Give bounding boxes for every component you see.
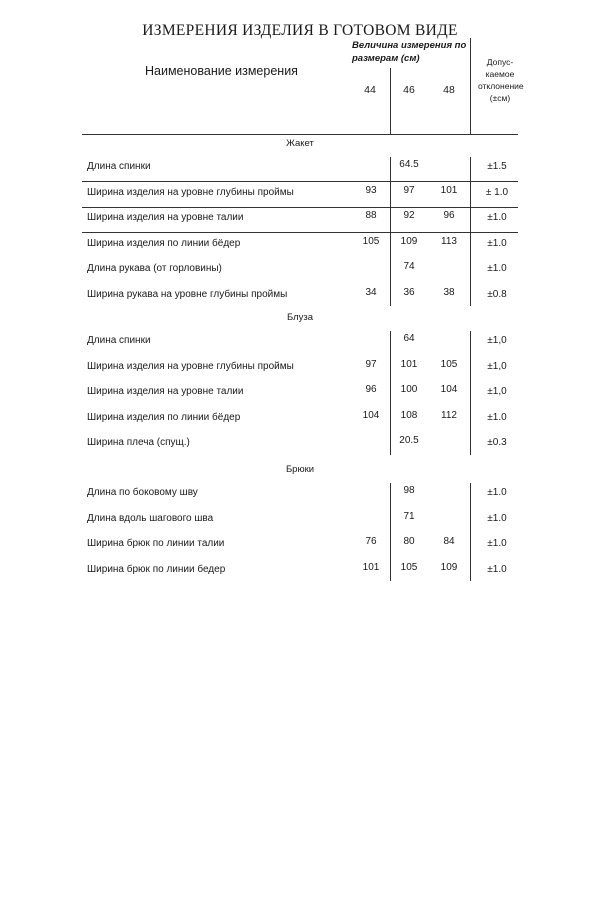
measurement-label: Длина спинки (87, 335, 151, 346)
tolerance-value: ±1.5 (487, 161, 507, 172)
measurement-label: Ширина изделия по линии бёдер (87, 411, 241, 423)
size-header-48: 48 (443, 84, 455, 96)
header-bottom-rule (82, 134, 518, 135)
value-size-46: 109 (400, 235, 418, 247)
value-size-48: 105 (440, 358, 458, 370)
section-divider-tolerance (470, 331, 471, 455)
measurement-label: Длина рукава (от горловины) (87, 263, 222, 274)
value-size-48: 96 (443, 210, 455, 221)
merged-value: 71 (403, 510, 415, 522)
value-size-46: 108 (400, 409, 418, 421)
value-size-46: 101 (400, 358, 418, 370)
tolerance-value: ±1,0 (487, 386, 507, 397)
value-size-46: 97 (403, 184, 415, 196)
header-divider-tolerance (470, 38, 471, 134)
section-divider-values (390, 483, 391, 581)
value-size-46: 92 (403, 210, 415, 221)
value-size-48: 101 (440, 184, 458, 196)
tolerance-value: ± 1.0 (485, 186, 509, 198)
value-group-line-1: Величина измерения по (352, 40, 467, 51)
value-size-44: 96 (365, 384, 377, 395)
measurement-label: Длина спинки (87, 161, 151, 172)
measurement-label: Ширина изделия на уровне талии (87, 212, 244, 223)
header-divider-sizes (390, 68, 391, 134)
value-size-44: 101 (362, 561, 380, 573)
value-size-48: 104 (440, 384, 458, 395)
tolerance-line-3: отклонение (478, 81, 524, 91)
tolerance-line-4: (±см) (489, 93, 511, 103)
value-size-44: 93 (365, 184, 377, 196)
column-header-name: Наименование измерения (145, 64, 298, 78)
measurement-label: Ширина рукава на уровне глубины проймы (87, 288, 288, 300)
section-heading: Блуза (286, 312, 314, 323)
section-heading: Брюки (285, 464, 315, 475)
size-header-44: 44 (364, 84, 376, 96)
tolerance-value: ±0.3 (487, 437, 507, 448)
tolerance-value: ±1,0 (487, 335, 507, 346)
value-size-48: 112 (441, 409, 457, 421)
value-size-44: 34 (365, 286, 377, 298)
merged-value: 74 (403, 261, 415, 272)
size-header-46: 46 (403, 84, 415, 96)
row-rule (82, 232, 518, 233)
tolerance-value: ±1.0 (487, 212, 507, 223)
tolerance-value: ±1.0 (487, 487, 507, 498)
tolerance-value: ±1.0 (487, 563, 507, 575)
value-size-48: 38 (443, 286, 455, 298)
merged-value: 20.5 (399, 435, 419, 446)
tolerance-value: ±1.0 (487, 538, 507, 549)
value-size-44: 105 (362, 235, 380, 247)
value-size-48: 84 (443, 536, 455, 547)
measurement-label: Ширина брюк по линии талии (87, 538, 225, 549)
merged-value: 98 (403, 485, 415, 496)
value-size-44: 97 (365, 358, 377, 370)
merged-value: 64 (403, 333, 415, 344)
value-size-46: 80 (403, 536, 415, 547)
column-header-value-group (352, 39, 468, 65)
value-size-44: 104 (362, 409, 380, 421)
value-size-46: 100 (400, 384, 418, 395)
tolerance-value: ±1,0 (487, 360, 507, 372)
document-title: ИЗМЕРЕНИЯ ИЗДЕЛИЯ В ГОТОВОМ ВИДЕ (142, 22, 458, 39)
tolerance-value: ±1.0 (487, 411, 507, 423)
tolerance-value: ±1.0 (487, 237, 507, 249)
value-size-48: 109 (440, 561, 458, 573)
tolerance-value: ±1.0 (487, 512, 507, 524)
measurement-label: Ширина изделия на уровне глубины проймы (87, 186, 294, 198)
section-heading: Жакет (286, 138, 314, 149)
measurement-label: Ширина изделия на уровне талии (87, 386, 244, 397)
value-size-44: 88 (365, 210, 377, 221)
value-group-line-2: размерам (см) (352, 53, 420, 64)
row-rule (82, 207, 518, 208)
value-size-46: 36 (403, 286, 415, 298)
measurement-label: Длина по боковому шву (87, 487, 198, 498)
value-size-44: 76 (365, 536, 377, 547)
tolerance-value: ±0.8 (487, 288, 507, 300)
column-header-tolerance (478, 56, 522, 104)
measurement-label: Ширина изделия на уровне глубины проймы (87, 360, 294, 372)
value-size-48: 113 (441, 235, 457, 247)
measurement-label: Ширина плеча (спущ.) (87, 437, 190, 448)
tolerance-value: ±1.0 (487, 263, 507, 274)
measurement-label: Ширина брюк по линии бедер (87, 563, 226, 575)
tolerance-line-1: Допус- (486, 57, 514, 67)
tolerance-line-2: каемое (485, 69, 515, 79)
row-rule (82, 181, 518, 182)
section-divider-tolerance (470, 483, 471, 581)
measurement-label: Длина вдоль шагового шва (87, 512, 214, 524)
merged-value: 64.5 (399, 159, 419, 170)
section-divider-values (390, 331, 391, 455)
measurement-label: Ширина изделия по линии бёдер (87, 237, 241, 249)
value-size-46: 105 (400, 561, 418, 573)
